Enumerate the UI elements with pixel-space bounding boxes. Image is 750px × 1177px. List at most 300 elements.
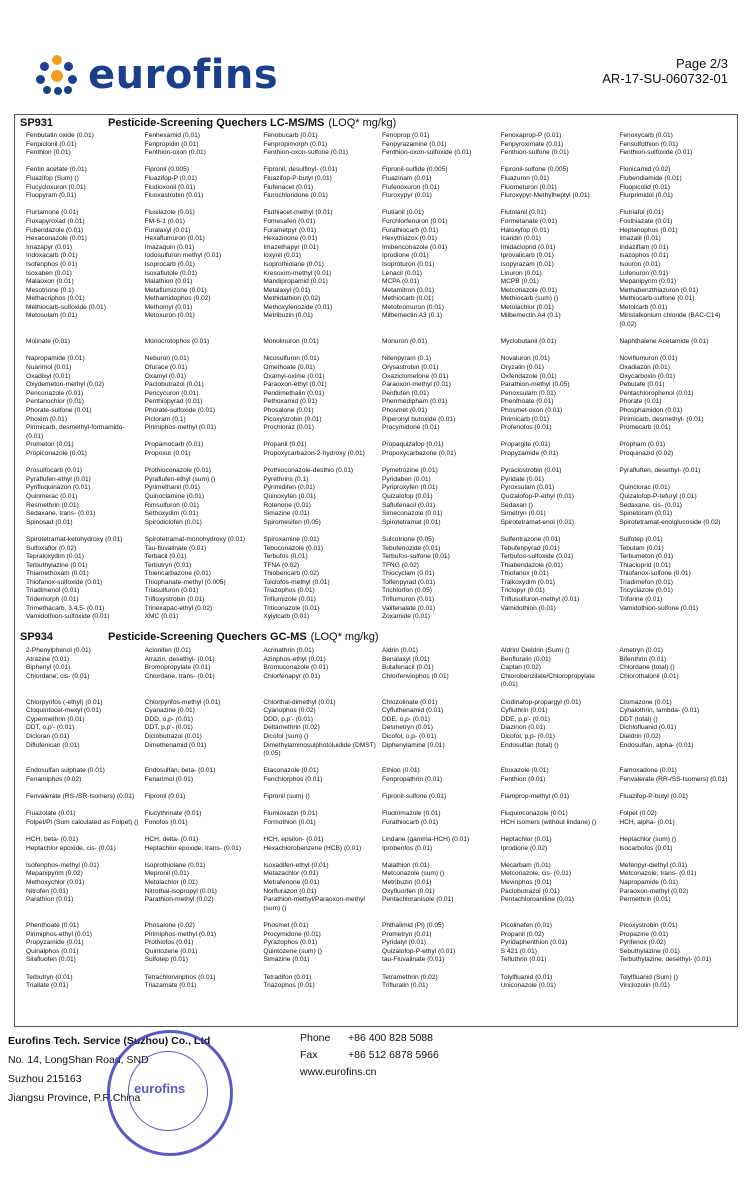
- analyte-cell: [145, 853, 258, 862]
- analyte-cell: Methiocarb-sulfoxide (0.01): [26, 303, 106, 311]
- analyte-cell: Monolinuron (0.01): [263, 338, 319, 346]
- analyte-cell: Imibenconazole (0.01): [381, 243, 448, 251]
- analyte-cell: Diazinon (0.01): [500, 724, 546, 732]
- analyte-cell: [263, 827, 376, 836]
- analyte-cell: Iprodione (0.02): [500, 844, 548, 852]
- analyte-cell: Nitrothal-isopropyl (0.01): [144, 887, 217, 895]
- analyte-cell: Prothioconazole-desthio (0.01): [263, 467, 354, 475]
- analyte-cell: Methidathion (0.02): [263, 295, 321, 303]
- analyte-cell: Malathion (0.01): [144, 278, 193, 286]
- analyte-cell: [26, 802, 139, 811]
- analyte-cell: [145, 759, 258, 768]
- analyte-cell: [619, 459, 732, 468]
- analyte-cell: Dimethylaminosulphotoluidide (DMST) (0.05): [263, 741, 376, 758]
- analyte-cell: Monocrotophos (0.01): [144, 338, 210, 346]
- analyte-cell: Clodinafop-propargyl (0.01): [500, 698, 581, 706]
- analyte-cell: Fensulfothion (0.01): [619, 140, 678, 148]
- analyte-cell: FM-6-1 (0.01): [144, 217, 185, 225]
- company-seal: [107, 1030, 233, 1156]
- analyte-cell: [26, 785, 139, 794]
- analyte-cell: Dicloran (0.01): [26, 732, 70, 740]
- analyte-cell: Fenthion-sulfoxide (0.01): [619, 149, 693, 157]
- analyte-cell: Picoxystrobin (0.01): [263, 415, 322, 423]
- analyte-cell: [619, 613, 732, 622]
- analyte-cell: Iodosulfuron methyl (0.01): [144, 252, 222, 260]
- analyte-cell: Diclobutrazol (0.01): [144, 732, 202, 740]
- analyte-cell: [263, 802, 376, 811]
- analyte-cell: [619, 913, 732, 922]
- analyte-cell: Captan (0.02): [500, 664, 541, 672]
- analyte-cell: Etoxazole (0.01): [500, 767, 549, 775]
- analyte-cell: Paclobutrazol (0.01): [144, 381, 204, 389]
- analyte-cell: Spinosad (0.01): [26, 518, 73, 526]
- analyte-cell: Triticonazole (0.01): [263, 604, 320, 612]
- analyte-cell: [619, 527, 732, 536]
- analyte-cell: Pirimiphos-ethyl (0.01): [26, 930, 92, 938]
- analyte-cell: Procymidone (0.01): [263, 930, 321, 938]
- analyte-cell: Pyridaphenthion (0.01): [500, 939, 568, 947]
- analyte-cell: Mepanipyrim (0.02): [26, 870, 83, 878]
- page-header: [0, 0, 750, 110]
- analyte-cell: Dicofol, p,p- (0.01): [500, 732, 555, 740]
- analyte-cell: Aldrin (0.01): [381, 647, 418, 654]
- analyte-cell: Spinetoram (0.01): [619, 510, 673, 518]
- section-title-sp934: [20, 631, 379, 643]
- analyte-cell: Propanil (0.01): [263, 441, 307, 449]
- analyte-cell: [26, 827, 139, 836]
- analyte-cell: [145, 965, 258, 974]
- analyte-cell: Pyridate (0.01): [500, 475, 544, 483]
- logo-wordmark: eurofins: [88, 52, 279, 98]
- analyte-cell: Pentanochlor (0.01): [26, 398, 84, 406]
- analyte-cell: Metrafenone (0.01): [263, 879, 320, 887]
- analyte-cell: HCH, beta- (0.01): [26, 836, 79, 844]
- analyte-cell: Phorate (0.01): [619, 398, 662, 406]
- analyte-cell: [619, 759, 732, 768]
- analyte-cell: Dimethenamid (0.01): [144, 741, 207, 749]
- analyte-cell: Aldrin/ Dieldrin (Sum) (): [500, 647, 570, 654]
- analyte-cell: Paraoxon-methyl (0.02): [619, 887, 689, 895]
- analyte-cell: Mevinphos (0.01): [500, 879, 552, 887]
- analyte-cell: Penoxsulam (0.01): [500, 389, 556, 397]
- analyte-cell: Pentachloranisole (0.01): [381, 896, 454, 904]
- analyte-cell: Isazophos (0.01): [619, 252, 669, 260]
- analyte-cell: Parathion (0.01): [26, 896, 74, 904]
- company-name: Eurofins Tech. Service (Suzhou) Co., Ltd: [8, 1035, 211, 1047]
- analyte-cell: Chlorothalonil (0.01): [619, 672, 679, 680]
- analyte-cell: Tricyclazole (0.01): [619, 587, 673, 595]
- fax-row: [300, 1047, 439, 1064]
- analyte-cell: Indaziflam (0.01): [619, 243, 669, 251]
- analyte-cell: Isoprothiolane (0.01): [144, 861, 206, 869]
- analyte-cell: MCPA (0.01): [381, 278, 420, 286]
- analyte-cell: Heptachlor (0.01): [500, 836, 552, 844]
- analyte-cell: Quinmerac (0.01): [26, 492, 78, 500]
- analyte-cell: Prothiofos (0.01): [144, 939, 194, 947]
- analyte-cell: Fenoprop (0.01): [381, 132, 430, 139]
- analyte-cell: Metolcarb (0.01): [619, 303, 668, 311]
- analyte-cell: Flucythrinate (0.01): [144, 810, 202, 818]
- analyte-cell: Orysastrobin (0.01): [381, 364, 439, 372]
- analyte-cell: Trinexapac-ethyl (0.02): [144, 604, 213, 612]
- analyte-cell: Triclopyr (0.01): [500, 587, 545, 595]
- analyte-cell: MCPB (0.01): [500, 278, 539, 286]
- analyte-cell: Fenpiclonil (0.01): [26, 140, 77, 148]
- analyte-cell: Fenpyrazamine (0.01): [381, 140, 447, 148]
- analyte-cell: Methoxyfenozide (0.01): [263, 303, 333, 311]
- analyte-cell: Isoxadifen-ethyl (0.01): [263, 861, 329, 869]
- analyte-cell: [26, 965, 139, 974]
- analyte-cell: Thiophanate-methyl (0.005): [144, 578, 226, 586]
- analyte-cell: [501, 347, 614, 356]
- analyte-cell: Nicosulfuron (0.01): [263, 355, 320, 363]
- analyte-cell: Naphthalene Acetamide (0.01): [619, 338, 709, 346]
- analyte-cell: Clomazone (0.01): [619, 698, 672, 706]
- analyte-cell: Paraoxon-methyl (0.01): [381, 381, 451, 389]
- phone-label: Phone: [300, 1032, 331, 1044]
- analyte-cell: DDT, p,p'- (0.01): [144, 724, 193, 732]
- analyte-cell: Tetramethrin (0.02): [381, 973, 438, 981]
- analyte-cell: Metobromuron (0.01): [381, 303, 444, 311]
- analyte-cell: Myclobutanil (0.01): [500, 338, 557, 346]
- analyte-cell: Promecarb (0.01): [619, 424, 671, 432]
- analyte-cell: TFNA (0.02): [263, 561, 300, 569]
- analyte-cell: [145, 158, 258, 167]
- analyte-cell: Metoxuron (0.01): [144, 312, 195, 320]
- analyte-cell: Spirotetramat-ketohydroxy (0.01): [26, 535, 123, 543]
- analyte-cell: Methiocarb (sum) (): [500, 295, 559, 303]
- analyte-cell: [263, 158, 376, 167]
- analyte-cell: Formothion (0.01): [263, 818, 316, 826]
- analyte-cell: [619, 476, 732, 485]
- analyte-cell: Prochloraz (0.01): [263, 424, 314, 432]
- analyte-cell: Cyanazine (0.01): [144, 707, 195, 715]
- analyte-cell: Monuron (0.01): [381, 338, 428, 346]
- analyte-cell: tau-Fluvalinate (0.01): [381, 956, 445, 964]
- analyte-cell: Endosulfan, beta- (0.01): [144, 767, 216, 775]
- analyte-cell: [382, 527, 495, 536]
- analyte-cell: Heptenophos (0.01): [619, 226, 678, 234]
- analyte-cell: Nuarimol (0.01): [26, 364, 72, 372]
- analyte-cell: Metamitron (0.01): [381, 286, 435, 294]
- analyte-cell: Famoxadone (0.01): [619, 767, 677, 775]
- analyte-cell: Picloram (0.1): [144, 415, 186, 423]
- analyte-cell: Quinalphos (0.01): [26, 947, 79, 955]
- analyte-cell: Mandipropamid (0.01): [263, 278, 328, 286]
- analyte-cell: Isoprothiolane (0.01): [263, 260, 324, 268]
- analyte-cell: Fenthion (0.01): [500, 775, 546, 783]
- analyte-cell: Thiocyclam (0.01): [381, 570, 435, 578]
- analyte-cell: [263, 965, 376, 974]
- analyte-cell: Permethrin (0.01): [619, 896, 671, 904]
- analyte-cell: Fipronil-sulfide (0.005): [381, 166, 448, 174]
- analyte-cell: Napropamide (0.01): [619, 879, 678, 887]
- analyte-cell: [145, 347, 258, 356]
- address-line: Suzhou 215163: [8, 1073, 82, 1085]
- analyte-cell: [382, 690, 495, 699]
- analyte-cell: Pyraclostrobin (0.01): [500, 467, 562, 475]
- analyte-cell: Flurtamone (0.01): [26, 209, 79, 217]
- analyte-cell: Fenoxaprop-P (0.01): [500, 132, 562, 139]
- analyte-cell: Spirotetramat-enol (0.01): [500, 518, 574, 526]
- analyte-cell: [382, 330, 495, 339]
- analyte-cell: Linuron (0.01): [500, 269, 542, 277]
- analyte-cell: Tolclofos-methyl (0.01): [263, 578, 330, 586]
- analyte-cell: Chlorthal-dimethyl (0.01): [263, 698, 336, 706]
- analyte-cell: Metconazole, cis- (0.01): [500, 870, 572, 878]
- analyte-cell: Pyrifluquinazon (0.01): [26, 484, 91, 492]
- analyte-cell: Fipronil, desulfinyl- (0.01): [263, 166, 338, 174]
- analyte-cell: Pyrethrins (0.1): [263, 475, 309, 483]
- analyte-cell: [501, 913, 614, 922]
- analyte-cell: Metolachlor (0.01): [144, 879, 198, 887]
- analyte-cell: Benfluralin (0.01): [500, 655, 551, 663]
- analyte-cell: Flutianil (0.01): [381, 209, 424, 217]
- analyte-cell: Nitenpyram (0.1): [381, 355, 432, 363]
- analyte-cell: Forchlorfenuron (0.01): [381, 217, 448, 225]
- analyte-cell: Oxycarboxin (0.01): [619, 372, 676, 380]
- analyte-cell: Fluroxypyr (0.01): [381, 192, 432, 200]
- analyte-cell: Diflufenican (0.01): [26, 741, 80, 749]
- analyte-cell: [382, 347, 495, 356]
- analyte-cell: Noviflumuron (0.01): [619, 355, 678, 363]
- analyte-cell: [263, 913, 376, 922]
- analyte-cell: Furathiocarb (0.01): [381, 226, 439, 234]
- analyte-cell: Molinate (0.01): [26, 338, 70, 346]
- address-line: No. 14, LongShan Road, SND: [8, 1054, 149, 1066]
- analyte-cell: [263, 690, 376, 699]
- analyte-cell: Terbufos-sulfone (0.01): [381, 553, 450, 561]
- analyte-cell: Napropamide (0.01): [26, 355, 85, 363]
- analyte-cell: Fenthion (0.01): [26, 149, 71, 157]
- analyte-cell: Phosmet (0.01): [381, 407, 428, 414]
- section-code: SP931: [20, 117, 54, 129]
- analyte-cell: Omethoate (0.01): [263, 364, 316, 372]
- analyte-cell: Sedaxane, trans- (0.01): [26, 510, 96, 518]
- analyte-cell: Parathion-methyl (0.02): [144, 896, 214, 904]
- analyte-cell: [145, 802, 258, 811]
- analyte-cell: Atrazine (0.01): [26, 655, 70, 663]
- analyte-cell: Prosulfocarb (0.01): [26, 467, 83, 475]
- analyte-cell: [263, 201, 376, 210]
- analyte-cell: [382, 827, 495, 836]
- analyte-cell: [26, 158, 139, 167]
- analyte-cell: Trimethacarb, 3,4,5- (0.01): [26, 604, 105, 612]
- analyte-cell: Profenofos (0.01): [500, 424, 552, 432]
- analyte-cell: Fenoxycarb (0.01): [619, 132, 673, 139]
- analyte-cell: Triadimenol (0.01): [26, 587, 80, 595]
- report-id: AR-17-SU-060732-01: [602, 71, 728, 86]
- analyte-cell: Fipronil (0.005): [144, 166, 189, 174]
- analyte-cell: Terbufos (0.01): [263, 553, 308, 561]
- analyte-cell: Thiabendazole (0.01): [500, 561, 563, 569]
- analyte-cell: Trichlorfon (0.05): [381, 587, 432, 595]
- analyte-cell: Oxfendazole (0.01): [500, 372, 557, 380]
- analyte-cell: Tralkoxydim (0.01): [500, 578, 556, 586]
- analyte-cell: Spiroxamine (0.01): [263, 535, 320, 543]
- analyte-cell: Methiocarb-sulfone (0.01): [619, 295, 695, 303]
- analyte-cell: [263, 347, 376, 356]
- analyte-cell: Heptachlor epoxide, trans- (0.01): [144, 844, 242, 852]
- analyte-cell: Dieldrin (0.02): [619, 732, 661, 740]
- analyte-cell: Ametryn (0.01): [619, 647, 663, 654]
- analyte-cell: Phenthoate (0.01): [26, 922, 79, 929]
- analyte-cell: Fluopyram (0.01): [26, 192, 77, 200]
- analyte-cell: Metaflumizone (0.01): [144, 286, 207, 294]
- analyte-cell: Iprobenfos (0.01): [381, 844, 433, 852]
- analyte-cell: Imidacloprid (0.01): [500, 243, 556, 251]
- analyte-cell: [619, 347, 732, 356]
- analyte-cell: Sulfotep (0.01): [144, 956, 188, 964]
- analyte-cell: [501, 613, 614, 622]
- analyte-cell: [619, 785, 732, 794]
- analyte-cell: Fluoxastrobin (0.01): [144, 192, 204, 200]
- analyte-cell: Flumioxazin (0.01): [263, 810, 318, 818]
- analyte-cell: [26, 330, 139, 339]
- analyte-cell: Pyridalyl (0.01): [381, 939, 426, 947]
- eurofins-logo: [36, 52, 278, 98]
- page-footer: [0, 1030, 750, 1177]
- analyte-cell: Pirimicarb, desmethyl- (0.01): [619, 415, 704, 423]
- analyte-cell: S 421 (0.01): [500, 947, 537, 955]
- analyte-cell: Hexythiazox (0.01): [381, 235, 437, 243]
- analyte-cell: Isoprocarb (0.01): [144, 260, 195, 268]
- analyte-cell: Spirotetramat-monohydroxy (0.01): [144, 535, 246, 543]
- analyte-cell: [619, 158, 732, 167]
- analyte-cell: Fuberidazole (0.01): [26, 226, 84, 234]
- analyte-cell: Fluazuron (0.01): [500, 174, 550, 182]
- analyte-cell: Flufenacet (0.01): [263, 183, 314, 191]
- analyte-cell: 2-Phenylphenol (0.01): [26, 647, 91, 654]
- analyte-cell: Ethion (0.01): [381, 767, 420, 775]
- analyte-cell: Propaquizafop (0.01): [381, 441, 444, 449]
- analyte-cell: HCH, alpha- (0.01): [619, 818, 675, 826]
- analyte-cell: Iprodione (0.01): [381, 252, 429, 260]
- analyte-cell: Silafluofen (0.01): [26, 956, 76, 964]
- analyte-cell: Sethoxydim (0.01): [144, 510, 199, 518]
- analyte-cell: Flufenoxuron (0.01): [381, 183, 440, 191]
- analyte-cell: [263, 459, 376, 468]
- analyte-cell: Sulfotep (0.01): [619, 535, 663, 543]
- analyte-cell: HCH, delta- (0.01): [144, 836, 199, 844]
- analyte-cell: Cyanophos (0.02): [263, 707, 316, 715]
- analyte-cell: Heptachlor (sum) (): [619, 836, 677, 844]
- analyte-cell: Pyraflufen-ethyl (sum) (): [144, 475, 216, 483]
- analyte-cell: Phosphamidon (0.01): [619, 407, 683, 414]
- analyte-cell: [26, 459, 139, 468]
- analyte-cell: Pendimethalin (0.01): [263, 389, 325, 397]
- analyte-cell: Phthalimid (Pl) (0.05): [381, 922, 444, 929]
- analyte-cell: Fomesafen (0.01): [263, 217, 316, 225]
- analyte-cell: Methiocarb (0.01): [381, 295, 434, 303]
- analyte-cell: Triallate (0.01): [26, 982, 69, 990]
- analyte-cell: Metribuzin (0.01): [381, 879, 432, 887]
- analyte-cell: Fluthiacet-methyl (0.01): [263, 209, 333, 217]
- analyte-cell: Trifloxystrobin (0.01): [144, 596, 205, 604]
- analyte-cell: Heptachlor epoxide, cis- (0.01): [26, 844, 116, 852]
- analyte-cell: Methamidophos (0.02): [144, 295, 211, 303]
- analyte-cell: Pyrazophos (0.01): [263, 939, 318, 947]
- analyte-cell: Phoxim (0.01): [26, 415, 68, 423]
- analyte-cell: Isoxaflutole (0.01): [144, 269, 198, 277]
- analyte-cell: Mepronil (0.01): [144, 870, 189, 878]
- analyte-cell: Flucycloxuron (0.01): [26, 183, 86, 191]
- analyte-cell: Malathion (0.01): [381, 861, 430, 869]
- analyte-cell: Fenpropidin (0.01): [144, 140, 199, 148]
- analyte-cell: Methoxychlor (0.01): [26, 879, 85, 887]
- analyte-cell: Oxadixyl (0.01): [26, 372, 71, 380]
- analyte-cell: Pyrifenox (0.02): [619, 939, 666, 947]
- analyte-cell: Paraoxon-ethyl (0.01): [263, 381, 327, 389]
- analyte-cell: [263, 759, 376, 768]
- section-name: Pesticide-Screening Quechers GC-MS: [108, 631, 307, 643]
- analyte-cell: [501, 827, 614, 836]
- analyte-cell: Simazine (0.01): [263, 956, 310, 964]
- analyte-cell: [619, 201, 732, 210]
- analyte-cell: Tetrachlorvinphos (0.01): [144, 973, 216, 981]
- analyte-cell: Propham (0.01): [619, 441, 666, 449]
- analyte-cell: Tolylfluanid (Sum) (): [619, 973, 678, 981]
- analyte-cell: Fenchlorphos (0.01): [263, 775, 323, 783]
- analyte-cell: Vamidothion-sulfone (0.01): [619, 604, 699, 612]
- analyte-cell: Fenarimol (0.01): [144, 775, 194, 783]
- analyte-cell: Novaluron (0.01): [500, 355, 550, 363]
- analyte-cell: Hexachlorobenzene (HCB) (0.01): [263, 844, 362, 852]
- analyte-cell: Malaoxon (0.01): [26, 278, 74, 286]
- analyte-cell: Triflumuron (0.01): [381, 596, 435, 604]
- analyte-cell: Fluquinconazole (0.01): [500, 810, 568, 818]
- analyte-cell: Phenthoate (0.01): [500, 398, 554, 406]
- analyte-cell: [382, 965, 495, 974]
- analyte-cell: [263, 330, 376, 339]
- logo-dots-icon: [36, 53, 80, 97]
- analyte-cell: Propanil (0.02): [500, 930, 544, 938]
- website-link[interactable]: www.eurofins.cn: [300, 1066, 377, 1078]
- analyte-cell: Butafenacil (0.01): [381, 664, 434, 672]
- analyte-cell: [501, 785, 614, 794]
- analyte-cell: [145, 827, 258, 836]
- analyte-cell: Fluazifop (Sum) (): [26, 174, 79, 182]
- analyte-cell: Chlordane, trans- (0.01): [144, 672, 215, 680]
- analyte-cell: Proquinazid (0.02): [619, 449, 674, 457]
- analyte-cell: Cyfluthrin (0.01): [500, 707, 548, 715]
- analyte-cell: [619, 965, 732, 974]
- analyte-cell: Rimsulfuron (0.01): [144, 501, 199, 509]
- analyte-cell: Bromuconazole (0.01): [263, 664, 329, 672]
- analyte-cell: DDT, o,p'- (0.01): [26, 724, 75, 732]
- analyte-cell: Mesotrione (0.1): [26, 286, 75, 294]
- analyte-cell: Phosmet (0.01): [263, 922, 309, 929]
- analyte-cell: Prometryn (0.01): [381, 930, 432, 938]
- analyte-cell: Sedaxane, cis- (0.01): [619, 501, 683, 509]
- analyte-cell: Propoxycarbazone (0.01): [381, 449, 457, 457]
- analyte-cell: Pentachlorophenol (0.01): [619, 389, 694, 397]
- section-code: SP934: [20, 631, 54, 643]
- analyte-cell: [26, 347, 139, 356]
- analyte-cell: Metazachlor (0.01): [263, 870, 319, 878]
- analyte-cell: Endosulfan (total) (): [500, 741, 559, 749]
- analyte-cell: Pyrimethanil (0.01): [144, 484, 200, 492]
- analyte-cell: Pencycuron (0.01): [144, 389, 199, 397]
- analyte-cell: Procymidone (0.01): [381, 424, 440, 432]
- analyte-cell: [619, 690, 732, 699]
- analyte-cell: Thiofanox-sulfone (0.01): [619, 570, 691, 578]
- analyte-cell: Chlozolinate (0.01): [381, 698, 438, 706]
- analyte-cell: Fenthion-sulfone (0.01): [500, 149, 569, 157]
- analyte-cell: Penconazole (0.01): [26, 389, 84, 397]
- analyte-cell: Phosmet-oxon (0.01): [500, 407, 563, 414]
- analyte-cell: Dicofol (sum) (): [263, 732, 309, 740]
